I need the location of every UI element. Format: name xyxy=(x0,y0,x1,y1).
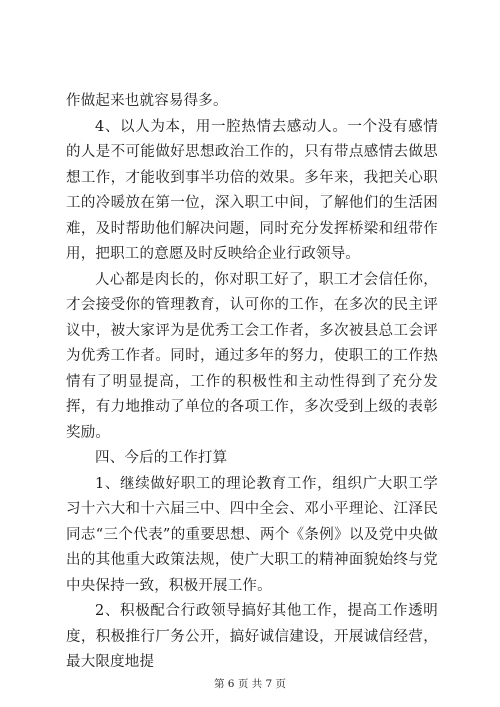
paragraph-trust-results: 人心都是肉长的，你对职工好了，职工才会信任你，才会接受你的管理教育，认可你的工作，在多次的民主评议中，被大家评为是优秀工会工作者，多次被县总工会评为优秀工作者。同时，通过多年的努力，使职工的工作热情有了明显提高，工作的积极性和主动性得到了充分发挥，有力地推动了单位的各项工作，多次受到上级的表彰奖励。 xyxy=(66,271,438,441)
section-heading-future-plans: 四、今后的工作打算 xyxy=(95,450,228,466)
paragraph-people-oriented: 4、以人为本，用一腔热情去感动人。一个没有感情的人是不可能做好思想政治工作的，只有带点感情去做思想工作，才能收到事半功倍的效果。多年来，我把关心职工的冷暖放在第一位，深入职工中间，了解他们的生活困难，及时帮助他们解决问题，同时充分发挥桥梁和纽带作用，把职工的意愿及时反映给企业行政领导。 xyxy=(66,118,438,262)
page-footer: 第 6 页 共 7 页 xyxy=(213,678,287,690)
paragraph-continuation: 作做起来也就容易得多。 xyxy=(66,93,228,109)
document-body xyxy=(66,89,438,676)
paragraph-theory-education: 1、继续做好职工的理论教育工作，组织广大职工学习十六大和十六届三中、四中全会、邓小平理论、江泽民同志“三个代表”的重要思想、两个《条例》以及党中央做出的其他重大政策法规，使广大职工的精神面貌始终与党中央保持一致，积极开展工作。 xyxy=(66,475,438,594)
paragraph-cooperate-administration: 2、积极配合行政领导搞好其他工作，提高工作透明度，积极推行厂务公开，搞好诚信建设，开展诚信经营，最大限度地提 xyxy=(66,603,438,670)
